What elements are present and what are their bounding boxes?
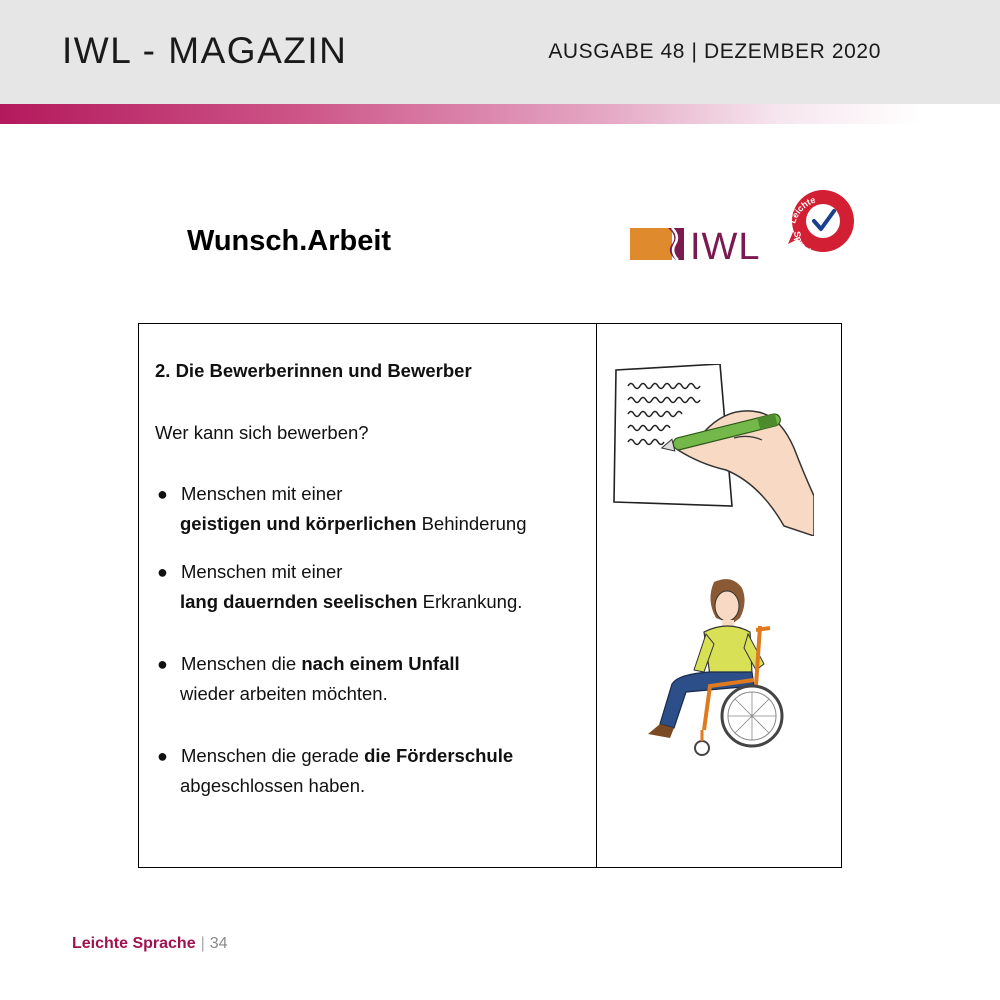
logo-badge-bottom: Sprache bbox=[791, 230, 819, 260]
logo-brand-text: IWL bbox=[690, 226, 761, 268]
bullet-1-bold: geistigen und körperlichen bbox=[180, 513, 417, 534]
gradient-bar bbox=[0, 104, 1000, 124]
footer bbox=[72, 935, 228, 953]
question-text: Wer kann sich bewerben? bbox=[155, 422, 369, 443]
bullet-3-pre: Menschen die bbox=[181, 653, 302, 674]
bullet-4-line-1 bbox=[181, 747, 513, 766]
bullet-dot: ● bbox=[157, 746, 168, 766]
section-title: 2. Die Bewerberinnen und Bewerber bbox=[155, 360, 472, 381]
bullet-1-line-2 bbox=[180, 515, 527, 534]
bullet-3-line-2: wieder arbeiten möchten. bbox=[180, 683, 388, 704]
bullet-dot: ● bbox=[157, 484, 168, 504]
footer-label: Leichte Sprache bbox=[72, 935, 196, 952]
column-divider bbox=[596, 323, 597, 868]
bullet-4-pre: Menschen die gerade bbox=[181, 745, 365, 766]
bullet-4-line-2: abgeschlossen haben. bbox=[180, 775, 366, 796]
issue-info: AUSGABE 48 | DEZEMBER 2020 bbox=[548, 40, 881, 63]
page-heading: Wunsch.Arbeit bbox=[187, 225, 392, 257]
logo-badge-top: Leichte bbox=[787, 194, 817, 225]
magazine-title: IWL - MAGAZIN bbox=[62, 30, 348, 71]
writing-hand-illustration bbox=[608, 364, 814, 536]
bullet-1-line-1: Menschen mit einer bbox=[181, 483, 343, 504]
bullet-3-line-1 bbox=[181, 655, 460, 674]
bullet-4-bold: die Förderschule bbox=[364, 745, 514, 766]
bullet-3-bold: nach einem Unfall bbox=[301, 653, 460, 674]
bullet-dot: ● bbox=[157, 562, 168, 582]
page-number: 34 bbox=[209, 935, 228, 952]
bullet-dot: ● bbox=[157, 654, 168, 674]
footer-separator: | bbox=[200, 935, 205, 952]
iwl-leichte-sprache-logo bbox=[628, 186, 858, 270]
bullet-2-bold: lang dauernden seelischen bbox=[180, 591, 418, 612]
header-bar bbox=[0, 0, 1000, 104]
bullet-1-rest: Behinderung bbox=[416, 513, 527, 534]
bullet-2-line-1: Menschen mit einer bbox=[181, 561, 343, 582]
bullet-2-rest: Erkrankung. bbox=[417, 591, 523, 612]
bullet-2-line-2 bbox=[180, 593, 522, 612]
wheelchair-person-illustration bbox=[640, 574, 786, 760]
